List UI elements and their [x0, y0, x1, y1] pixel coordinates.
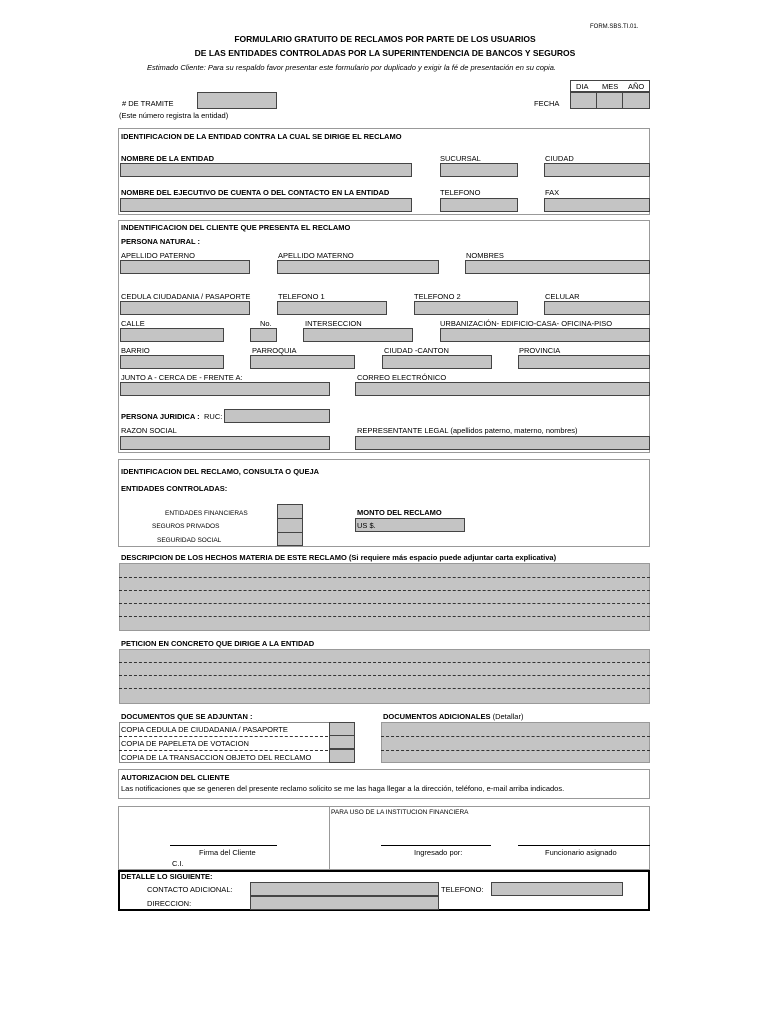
entidad-nombre-label: NOMBRE DE LA ENTIDAD [121, 154, 215, 163]
peticion-rule [119, 688, 650, 689]
notice-text: Estimado Cliente: Para su respaldo favor presentar este formulario por duplicado y exigir la fé de presentación en su copia. [147, 63, 556, 72]
direccion-label: DIRECCION: [147, 899, 192, 908]
seguridad-social-checkbox[interactable] [277, 532, 303, 546]
entity-telefono-field[interactable] [440, 198, 518, 212]
barrio-field[interactable] [120, 355, 224, 369]
apellido-paterno-field[interactable] [120, 260, 250, 274]
nombres-field[interactable] [465, 260, 650, 274]
descripcion-field[interactable] [119, 563, 650, 631]
telefono2-field[interactable] [414, 301, 518, 315]
sucursal-field[interactable] [440, 163, 518, 177]
entity-heading: IDENTIFICACION DE LA ENTIDAD CONTRA LA CUAL SE DIRIGE EL RECLAMO [121, 132, 402, 141]
tramite-label: # DE TRAMITE [122, 99, 174, 108]
peticion-field[interactable] [119, 649, 650, 704]
claim-heading: IDENTIFICACION DEL RECLAMO, CONSULTA O QUEJA [121, 467, 320, 476]
interseccion-field[interactable] [303, 328, 413, 342]
additional-docs-rule [381, 736, 650, 737]
provincia-field[interactable] [518, 355, 650, 369]
firma-label: Firma del Cliente [199, 848, 256, 857]
form-code: FORM.SBS.TI.01. [590, 24, 639, 30]
detail-telefono-field[interactable] [491, 882, 623, 896]
celular-field[interactable] [544, 301, 650, 315]
cedula-field[interactable] [120, 301, 250, 315]
interseccion-label: INTERSECCION [305, 319, 362, 328]
document-checkbox-transaccion[interactable] [329, 749, 355, 763]
urbanizacion-field[interactable] [440, 328, 650, 342]
urbanizacion-label: URBANIZACIÓN- EDIFICIO-CASA- OFICINA-PISO [440, 319, 613, 328]
entidades-financieras-label: ENTIDADES FINANCIERAS [165, 510, 248, 517]
entity-telefono-label: TELEFONO [440, 188, 481, 197]
form-title-line-1: FORMULARIO GRATUITO DE RECLAMOS POR PARTE DE LOS USUARIOS [234, 34, 536, 44]
signature-divider [329, 806, 330, 870]
additional-docs-field[interactable] [381, 722, 650, 763]
parroquia-label: PARROQUIA [252, 346, 297, 355]
ciudad-canton-field[interactable] [382, 355, 492, 369]
telefono1-label: TELEFONO 1 [278, 292, 325, 301]
ruc-field[interactable] [224, 409, 330, 423]
authorization-text: Las notificaciones que se generen del presente reclamo solicito se me las haga llegar a la dirección, teléfono, e-mail arriba indicados. [121, 784, 565, 793]
calle-field[interactable] [120, 328, 224, 342]
document-item: COPIA DE PAPELETA DE VOTACION [121, 739, 249, 748]
detail-heading: DETALLE LO SIGUIENTE: [121, 872, 213, 881]
additional-docs-label: DOCUMENTOS ADICIONALES (Detallar) [383, 712, 524, 721]
descripcion-rule [119, 616, 650, 617]
razon-social-field[interactable] [120, 436, 330, 450]
institution-use-label: PARA USO DE LA INSTITUCION FINANCIERA [331, 809, 469, 816]
form-title-line-2: DE LAS ENTIDADES CONTROLADAS POR LA SUPERINTENDENCIA DE BANCOS Y SEGUROS [194, 48, 576, 58]
parroquia-field[interactable] [250, 355, 355, 369]
seguridad-social-label: SEGURIDAD SOCIAL [157, 537, 222, 544]
entidades-financieras-checkbox[interactable] [277, 504, 303, 519]
funcionario-label: Funcionario asignado [545, 848, 617, 857]
razon-social-label: RAZON SOCIAL [121, 426, 177, 435]
tramite-field[interactable] [197, 92, 277, 109]
ejecutivo-label: NOMBRE DEL EJECUTIVO DE CUENTA O DEL CONTACTO EN LA ENTIDAD [121, 188, 390, 197]
provincia-label: PROVINCIA [519, 346, 561, 355]
nombres-label: NOMBRES [466, 251, 504, 260]
fax-field[interactable] [544, 198, 650, 212]
fax-label: FAX [545, 188, 560, 197]
ingresado-label: Ingresado por: [414, 848, 463, 857]
anio-label: AÑO [628, 82, 645, 91]
anio-field[interactable] [622, 92, 650, 109]
descripcion-rule [119, 603, 650, 604]
cedula-label: CEDULA CIUDADANIA / PASAPORTE [121, 292, 251, 301]
dia-label: DIA [576, 82, 589, 91]
descripcion-label: DESCRIPCION DE LOS HECHOS MATERIA DE ESTE RECLAMO (Si requiere más espacio puede adjuntar carta explicativa) [121, 553, 557, 562]
monto-currency: US $. [357, 521, 376, 530]
persona-natural-label: PERSONA NATURAL : [121, 237, 201, 246]
detail-telefono-label: TELEFONO: [441, 885, 484, 894]
representante-label: REPRESENTANTE LEGAL (apellidos paterno, materno, nombres) [357, 426, 578, 435]
peticion-rule [119, 675, 650, 676]
ingresado-line[interactable] [381, 845, 491, 846]
entity-ciudad-label: CIUDAD [545, 154, 574, 163]
peticion-rule [119, 662, 650, 663]
barrio-label: BARRIO [121, 346, 150, 355]
apellido-paterno-label: APELLIDO PATERNO [121, 251, 195, 260]
junto-a-label: JUNTO A - CERCA DE - FRENTE A: [121, 373, 243, 382]
client-heading: INDENTIFICACION DEL CLIENTE QUE PRESENTA EL RECLAMO [121, 223, 351, 232]
contacto-label: CONTACTO ADICIONAL: [147, 885, 233, 894]
seguros-privados-checkbox[interactable] [277, 518, 303, 533]
apellido-materno-field[interactable] [277, 260, 439, 274]
document-item: COPIA DE LA TRANSACCION OBJETO DEL RECLAMO [121, 753, 312, 762]
representante-field[interactable] [355, 436, 650, 450]
peticion-label: PETICION EN CONCRETO QUE DIRIGE A LA ENTIDAD [121, 639, 315, 648]
descripcion-rule [119, 590, 650, 591]
documents-heading: DOCUMENTOS QUE SE ADJUNTAN : [121, 712, 253, 721]
funcionario-line[interactable] [518, 845, 650, 846]
authorization-heading: AUTORIZACION DEL CLIENTE [121, 773, 230, 782]
apellido-materno-label: APELLIDO MATERNO [278, 251, 354, 260]
mes-label: MES [602, 82, 619, 91]
junto-a-field[interactable] [120, 382, 330, 396]
seguros-privados-label: SEGUROS PRIVADOS [152, 523, 220, 530]
document-rule [119, 736, 328, 737]
entidad-nombre-field[interactable] [120, 163, 412, 177]
ciudad-canton-label: CIUDAD -CANTON [384, 346, 449, 355]
telefono2-label: TELEFONO 2 [414, 292, 461, 301]
ruc-label: RUC: [204, 412, 223, 421]
ci-label: C.I. [172, 859, 184, 868]
persona-juridica-label: PERSONA JURIDICA : [121, 412, 200, 421]
sucursal-label: SUCURSAL [440, 154, 481, 163]
contacto-field[interactable] [250, 882, 439, 896]
fecha-label: FECHA [534, 99, 560, 108]
monto-label: MONTO DEL RECLAMO [357, 508, 442, 517]
additional-docs-rule [381, 750, 650, 751]
numero-label: No. [260, 319, 272, 328]
calle-label: CALLE [121, 319, 145, 328]
tramite-note: (Este número registra la entidad) [119, 111, 229, 120]
firma-line[interactable] [170, 845, 277, 846]
mes-field[interactable] [596, 92, 623, 109]
direccion-field[interactable] [250, 896, 439, 910]
document-item: COPIA CEDULA DE CIUDADANIA / PASAPORTE [121, 725, 288, 734]
document-checkbox-cedula[interactable] [329, 722, 355, 736]
ejecutivo-field[interactable] [120, 198, 412, 212]
numero-field[interactable] [250, 328, 277, 342]
correo-label: CORREO ELECTRÓNICO [357, 373, 447, 382]
dia-field[interactable] [570, 92, 597, 109]
document-rule [119, 750, 328, 751]
descripcion-rule [119, 577, 650, 578]
entity-ciudad-field[interactable] [544, 163, 650, 177]
celular-label: CELULAR [545, 292, 580, 301]
correo-field[interactable] [355, 382, 650, 396]
telefono1-field[interactable] [277, 301, 387, 315]
document-checkbox-papeleta[interactable] [329, 735, 355, 749]
entidades-controladas-label: ENTIDADES CONTROLADAS: [121, 484, 228, 493]
